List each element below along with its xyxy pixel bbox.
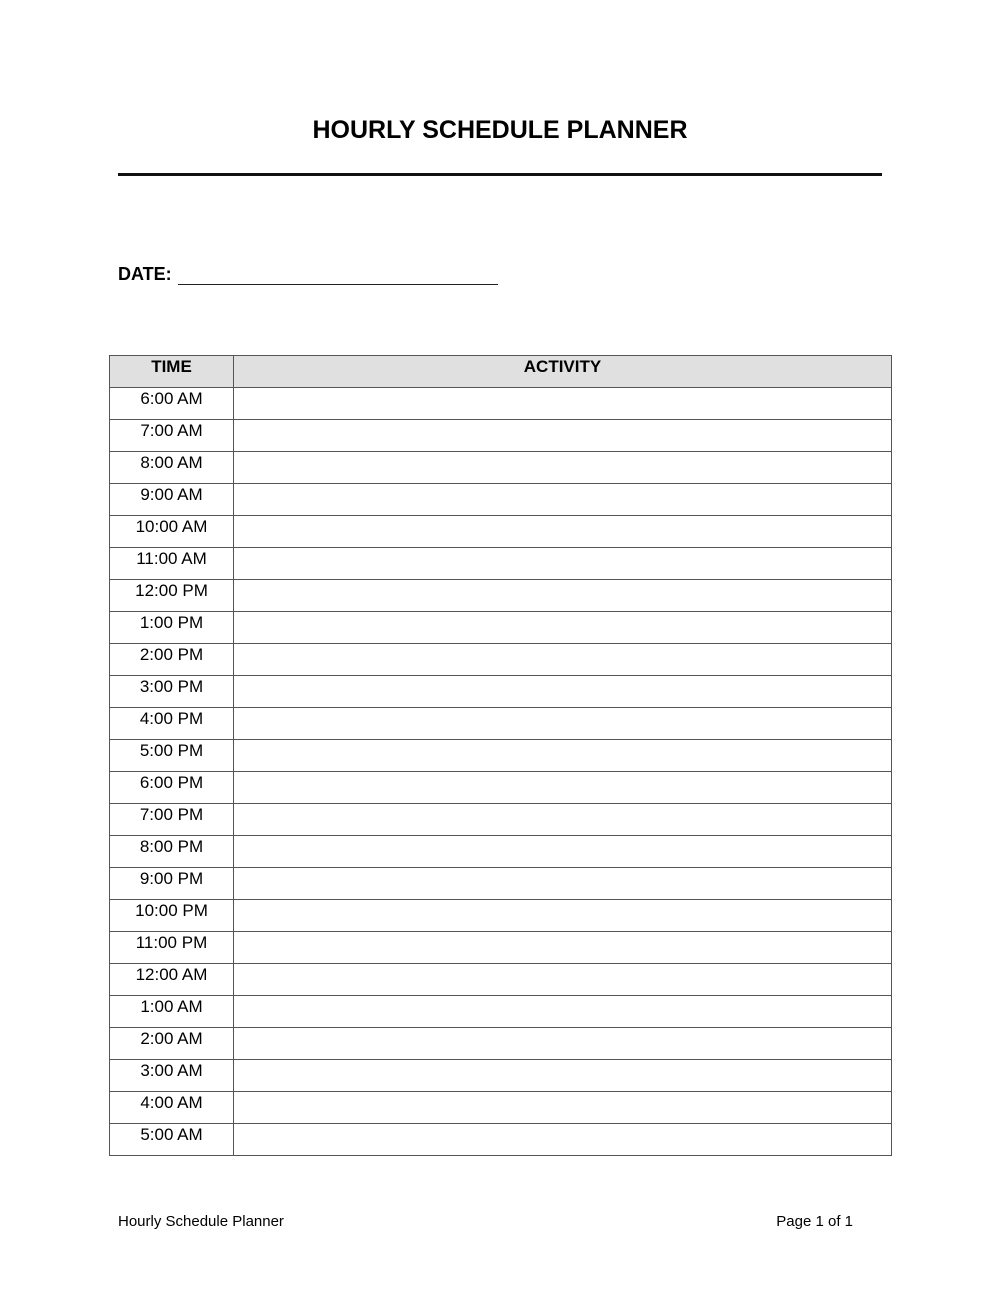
activity-cell[interactable] [234,1092,892,1124]
time-cell: 3:00 AM [110,1060,234,1092]
table-row [110,964,892,996]
activity-cell[interactable] [234,772,892,804]
activity-cell[interactable] [234,708,892,740]
activity-cell[interactable] [234,1028,892,1060]
table-row [110,900,892,932]
footer-document-name: Hourly Schedule Planner [118,1213,284,1230]
activity-cell[interactable] [234,836,892,868]
activity-cell[interactable] [234,740,892,772]
time-cell: 6:00 AM [110,388,234,420]
activity-cell[interactable] [234,452,892,484]
table-row [110,452,892,484]
time-cell: 9:00 AM [110,484,234,516]
time-cell: 10:00 AM [110,516,234,548]
table-header-row [110,356,892,388]
activity-cell[interactable] [234,900,892,932]
activity-cell[interactable] [234,484,892,516]
date-label: DATE: [118,264,172,284]
activity-cell[interactable] [234,580,892,612]
time-cell: 6:00 PM [110,772,234,804]
activity-cell[interactable] [234,676,892,708]
table-row [110,772,892,804]
time-cell: 2:00 AM [110,1028,234,1060]
table-row [110,580,892,612]
table-row [110,1060,892,1092]
time-cell: 12:00 AM [110,964,234,996]
time-column-header: TIME [110,356,234,388]
time-cell: 4:00 AM [110,1092,234,1124]
activity-cell[interactable] [234,964,892,996]
activity-cell[interactable] [234,804,892,836]
date-field-row [118,264,498,285]
table-row [110,388,892,420]
activity-cell[interactable] [234,868,892,900]
table-row [110,932,892,964]
time-cell: 11:00 PM [110,932,234,964]
page-title: HOURLY SCHEDULE PLANNER [312,116,688,144]
activity-cell[interactable] [234,932,892,964]
activity-cell[interactable] [234,420,892,452]
schedule-table [109,355,892,1156]
time-cell: 5:00 AM [110,1124,234,1156]
table-row [110,740,892,772]
activity-cell[interactable] [234,644,892,676]
time-cell: 8:00 AM [110,452,234,484]
table-row [110,1028,892,1060]
time-cell: 2:00 PM [110,644,234,676]
table-row [110,804,892,836]
table-row [110,836,892,868]
time-cell: 11:00 AM [110,548,234,580]
time-cell: 7:00 PM [110,804,234,836]
time-cell: 12:00 PM [110,580,234,612]
table-row [110,1124,892,1156]
time-cell: 9:00 PM [110,868,234,900]
activity-cell[interactable] [234,516,892,548]
time-cell: 1:00 AM [110,996,234,1028]
date-input-line[interactable] [178,266,498,285]
activity-column-header: ACTIVITY [234,356,892,388]
time-cell: 10:00 PM [110,900,234,932]
time-cell: 3:00 PM [110,676,234,708]
table-row [110,516,892,548]
time-cell: 4:00 PM [110,708,234,740]
table-row [110,996,892,1028]
table-row [110,420,892,452]
activity-cell[interactable] [234,388,892,420]
table-row [110,548,892,580]
time-cell: 1:00 PM [110,612,234,644]
table-row [110,676,892,708]
activity-cell[interactable] [234,996,892,1028]
title-divider [118,173,882,176]
table-row [110,484,892,516]
table-row [110,708,892,740]
table-row [110,612,892,644]
footer-page-number: Page 1 of 1 [776,1213,853,1230]
time-cell: 5:00 PM [110,740,234,772]
activity-cell[interactable] [234,1060,892,1092]
activity-cell[interactable] [234,1124,892,1156]
activity-cell[interactable] [234,612,892,644]
table-row [110,1092,892,1124]
time-cell: 7:00 AM [110,420,234,452]
table-row [110,868,892,900]
table-row [110,644,892,676]
activity-cell[interactable] [234,548,892,580]
time-cell: 8:00 PM [110,836,234,868]
